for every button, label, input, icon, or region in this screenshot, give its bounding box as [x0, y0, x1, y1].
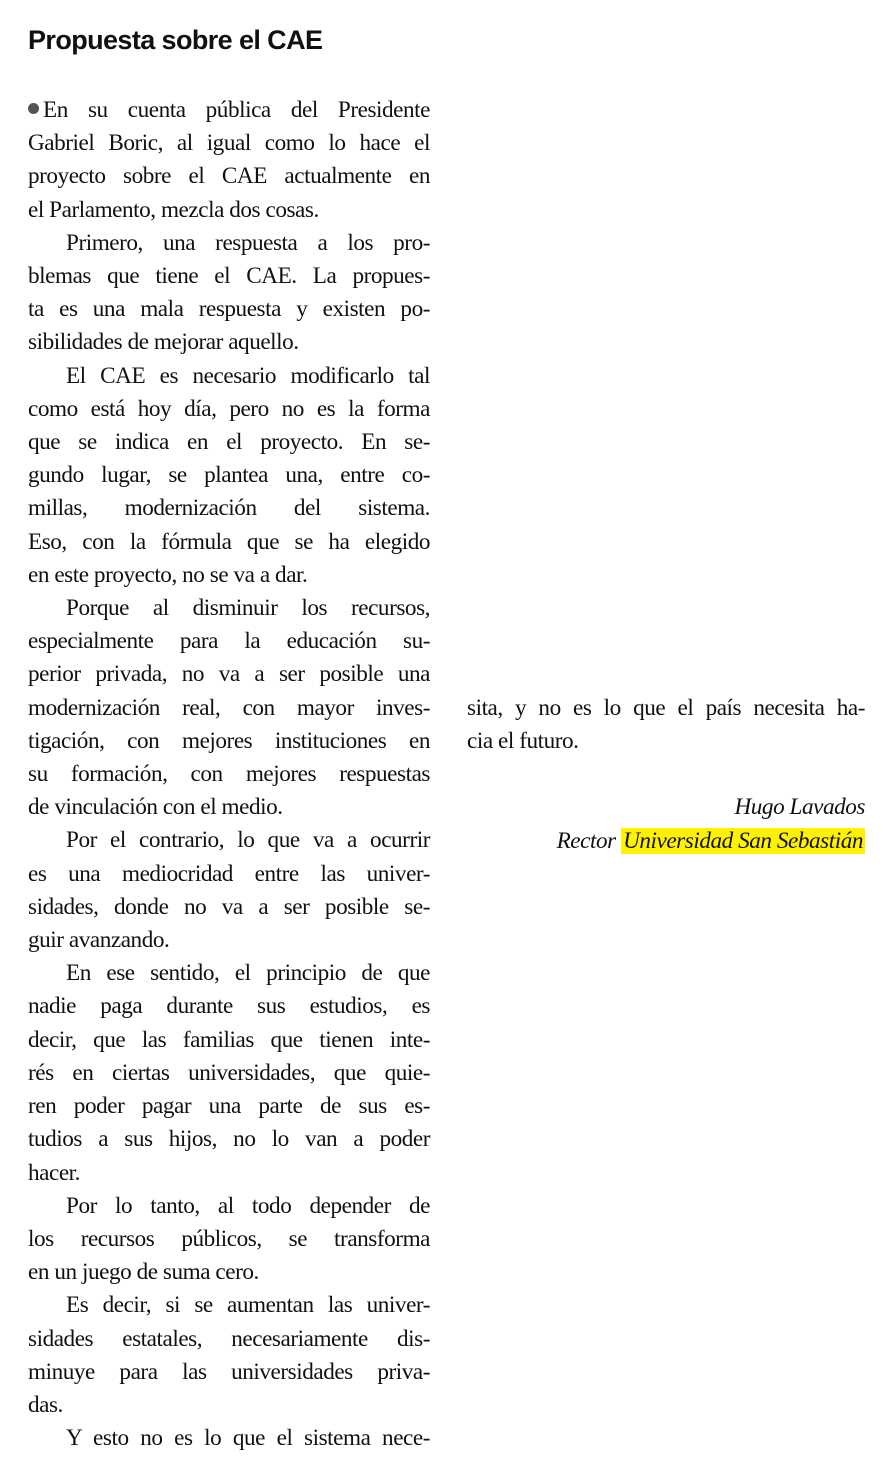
text-line: Eso, con la fórmula que se ha elegido — [28, 528, 430, 555]
text-line: Gabriel Boric, al igual como lo hace el — [28, 130, 430, 157]
text-line: nadie paga durante sus estudios, es — [28, 993, 430, 1020]
text-line: cia el futuro. — [467, 728, 579, 755]
text-line: gundo lugar, se plantea una, entre co- — [28, 462, 430, 489]
right-column — [467, 692, 865, 858]
text-line: Es decir, si se aumentan las univer- — [66, 1292, 430, 1319]
text-line: sidades, donde no va a ser posible se- — [28, 893, 430, 920]
author-name: Hugo Lavados — [734, 794, 865, 821]
bullet-icon — [28, 103, 39, 114]
text-line: rés en ciertas universidades, que quie- — [28, 1059, 430, 1086]
text-line: En su cuenta pública del Presidente — [28, 94, 430, 127]
left-column — [28, 24, 430, 1455]
author-role: Rector — [556, 827, 616, 854]
text-line: Y esto no es lo que el sistema nece- — [66, 1425, 430, 1452]
text-line: Primero, una respuesta a los pro- — [66, 229, 430, 256]
text-line: tudios a sus hijos, no lo van a poder — [28, 1126, 430, 1153]
text-line: das. — [28, 1391, 63, 1418]
text-line: ta es una mala respuesta y existen po- — [28, 296, 430, 323]
text-line: el Parlamento, mezcla dos cosas. — [28, 196, 319, 223]
text-line: en un juego de suma cero. — [28, 1259, 259, 1286]
text-line: El CAE es necesario modificarlo tal — [66, 362, 430, 389]
text-line: sibilidades de mejorar aquello. — [28, 329, 299, 356]
text-line: En ese sentido, el principio de que — [66, 960, 430, 987]
text-line: sidades estatales, necesariamente dis- — [28, 1325, 430, 1352]
text-line: ren poder pagar una parte de sus es- — [28, 1093, 430, 1120]
text-line: en este proyecto, no se va a dar. — [28, 561, 308, 588]
text-line: modernización real, con mayor inves- — [28, 694, 430, 721]
text-line: decir, que las familias que tienen inte- — [28, 1026, 430, 1053]
text-line: es una mediocridad entre las univer- — [28, 860, 430, 887]
text-line: millas, modernización del sistema. — [28, 495, 430, 522]
text-line: de vinculación con el medio. — [28, 794, 283, 821]
text-line: guir avanzando. — [28, 927, 170, 954]
headline: Propuesta sobre el CAE — [28, 25, 323, 55]
text-line: Por el contrario, lo que va a ocurrir — [66, 827, 430, 854]
text-line: Por lo tanto, al todo depender de — [66, 1192, 430, 1219]
text-line: Porque al disminuir los recursos, — [66, 595, 430, 622]
text-line: sita, y no es lo que el país necesita ha- — [467, 695, 865, 721]
institution-highlight: Universidad San Sebastián — [623, 827, 863, 854]
text-line: perior privada, no va a ser posible una — [28, 661, 430, 688]
text-line: blemas que tiene el CAE. La propues- — [28, 263, 430, 290]
text-line: hacer. — [28, 1159, 81, 1186]
text-line: tigación, con mejores instituciones en — [28, 727, 430, 754]
text-line: minuye para las universidades priva- — [28, 1358, 430, 1385]
text-line: como está hoy día, pero no es la forma — [28, 395, 430, 422]
text-line: especialmente para la educación su- — [28, 628, 430, 655]
text-line: su formación, con mejores respuestas — [28, 761, 430, 788]
author-affiliation — [467, 825, 865, 858]
text-line: proyecto sobre el CAE actualmente en — [28, 163, 430, 190]
text-line: los recursos públicos, se transforma — [28, 1225, 430, 1252]
text-line: que se indica en el proyecto. En se- — [28, 429, 430, 456]
